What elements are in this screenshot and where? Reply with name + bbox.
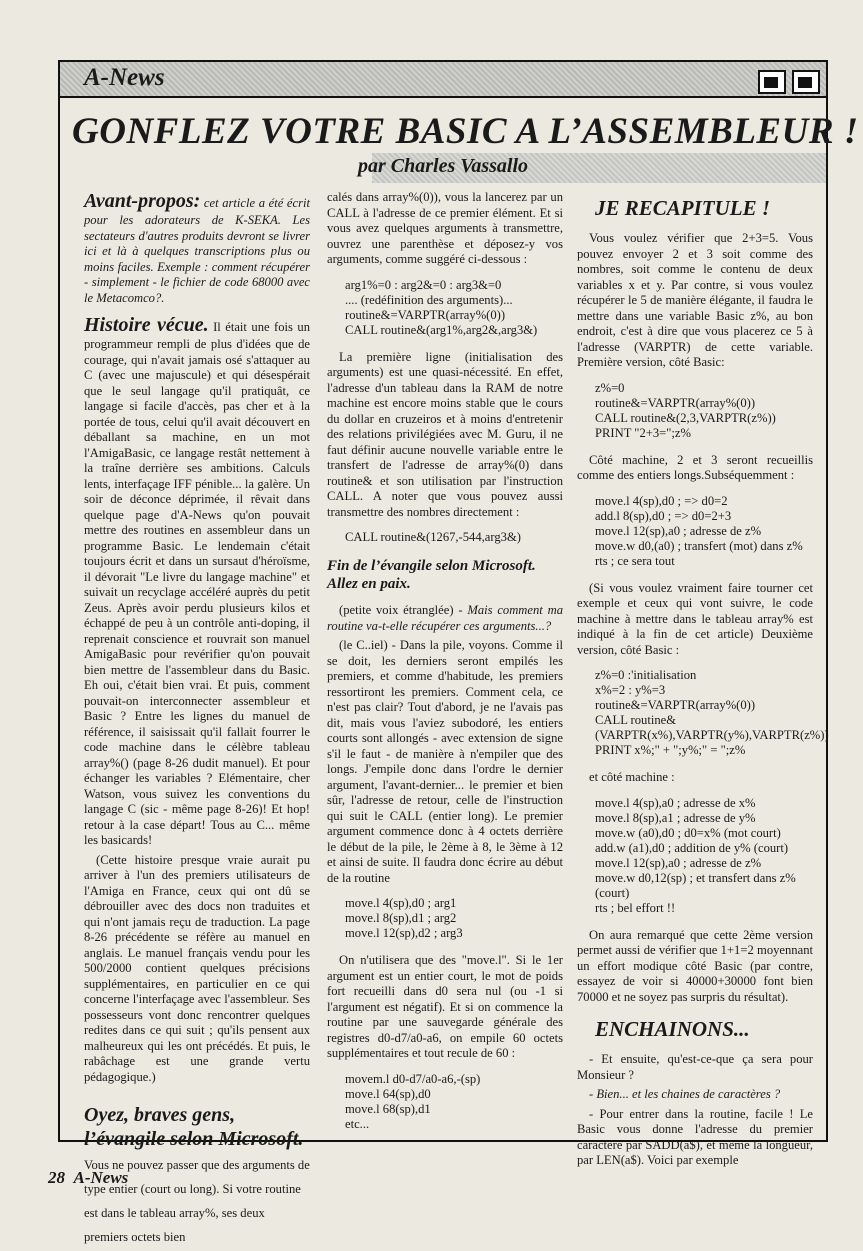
histoire-text: Il était une fois un programmeur rempli de plus d'idées que de courage, qui n'avait jamais osé s'attaquer au C (avec une majuscule) et qui désespérait que le seul langage qu'il pratiquât, ce langage si facile d'accès, pas cher et à la portée de tous, celui qu'il avait découvert en déballant sa machine, en un mot l'AmigaBasic, ce langage restât nettement à la traîne derrière ses ambitions. Calculs lents, interfaçage IFF pénible... la galère. Un soir de déconce déprimée, il rêvait dans quelque page d'A-News qu'on pouvait mettre des routines en assembleur dans un programme Basic. Le lendemain c'était toujours écrit et dans un sursaut d'héroïsme, il dévorait "Le livre du langage machine" et suivait un recyclage accéléré auprès du petit Zeus. Après avoir perdu plusieurs kilos et échappé de peu à un contrôle anti-doping, il reprenait conscience et rouvrait son manuel AmigaBasic pour revérifier qu'on pouvait bien mettre de l'assembleur dans du Basic. Eh oui, c'était bien vrai. Et puis, comment pouvait-on interconnecter assembleur et Basic ? Entre les lignes du manuel de référence, il saisissait qu'il fallait fourrer le code machine dans le célèbre tableau array%() (page 8-26 dudit manuel). Et pour échanger les variables ? Elémentaire, cher Watson, vous suivez les conventions du langage C (sic - même page 8-26)! Et hop! retour à la case départ! Tous au C... même les basicards! xyxy=(84,320,310,847)
code-line: PRINT "2+3=";z% xyxy=(595,425,691,440)
code-block-5 xyxy=(595,381,813,441)
code-line: .... (redéfinition des arguments)... xyxy=(345,292,513,307)
code-block-2 xyxy=(345,530,563,545)
code-line: move.l 4(sp),d0 ; => d0=2 xyxy=(595,493,728,508)
col3-paragraph-6: - Et ensuite, qu'est-ce-que ça sera pour Monsieur ? xyxy=(577,1052,813,1082)
code-line: rts ; bel effort !! xyxy=(595,900,676,915)
column-2 xyxy=(327,190,563,1144)
code-line: move.l 12(sp),a0 ; adresse de z% xyxy=(595,523,762,538)
code-line: routine&=VARPTR(array%(0)) xyxy=(345,307,506,322)
code-block-7 xyxy=(595,668,829,758)
code-line: routine&=VARPTR(array%(0)) xyxy=(595,698,756,712)
col2-paragraph-3 xyxy=(327,603,563,634)
code-line: move.l 4(sp),d0 ; arg1 xyxy=(345,896,457,910)
code-line: move.l 8(sp),d1 ; arg2 xyxy=(345,911,457,925)
column-1 xyxy=(84,190,310,1251)
code-line: PRINT x%;" + ";y%;" = ";z% xyxy=(595,743,746,757)
col2-paragraph-1: calés dans array%(0)), vous la lancerez par un CALL à l'adresse de ce premier élément. Et si vous avez quelques arguments à transmettre, ouvrez une parenthèse et déposez-y vos arguments, comme suggéré ci-dessous : xyxy=(327,190,563,266)
histoire-heading: Histoire vécue. xyxy=(84,314,209,336)
avant-propos-text: cet article a été écrit pour les adorateurs de K-SEKA. Les sectateurs d'autres produits devront se livrer ici et là à quelques transcriptions plus ou moins faciles. Exemple : comment récupérer - simplement - le fichier de code 68000 avec le Metacomco?. xyxy=(84,196,310,305)
code-line: move.l 68(sp),d1 xyxy=(345,1101,431,1116)
code-line: routine&=VARPTR(array%(0)) xyxy=(595,395,756,410)
code-line: move.l 12(sp),d2 ; arg3 xyxy=(345,926,463,940)
col3-paragraph-3: (Si vous voulez vraiment faire tourner cet exemple et ceux qui vont suivre, le code machine à mettre dans le tableau array% est indiqué à la fin de cet article) Deuxième version, côté Basic : xyxy=(577,580,813,657)
col2-paragraph-2: La première ligne (initialisation des arguments) est une quasi-nécessité. En effet, l'adresse d'un tableau dans la RAM de notre machine est encore moins stable que le cours du dollar en cruzeiros et à moins d'entretenir des relations privilégiées avec M. Guru, il ne faut définir aucune nouvelle variable entre le transfert de l'adresse de array%(0) dans routine& et son utilisation par l'instruction CALL. A noter que vous pouvez aussi transmettre des nombres directement : xyxy=(327,349,563,519)
col2-paragraph-5: On n'utilisera que des "move.l". Si le 1er argument est un entier court, le mot de poids fort recueilli dans d0 sera nul (ou -1 si l'argument est négatif). Et si on commence la routine par une sauvegarde générale des registres d0-d7/a0-a6, on empile 60 octets supplémentaires et tout recule de 60 : xyxy=(327,953,563,1060)
col3-paragraph-4: et côté machine : xyxy=(589,770,675,784)
code-block-4 xyxy=(345,1072,563,1132)
col3-paragraph-8: - Pour entrer dans la routine, facile ! Le Basic vous donne l'adresse du premier caractère par SADD(a$), et même la longueur, par LEN(a$). Voici par exemple xyxy=(577,1106,813,1167)
article-byline: par Charles Vassallo xyxy=(358,155,529,177)
code-block-3 xyxy=(345,896,563,941)
column-3 xyxy=(577,190,829,1173)
col3-paragraph-5: On aura remarqué que cette 2ème version permet aussi de vérifier que 1+1=2 moyennant un effort modique côté Basic (par contre, essayez de voir si 40000+30000 font bien 70000 et ne soyez pas surpris du résultat). xyxy=(577,927,813,1004)
code-line: arg1%=0 : arg2&=0 : arg3&=0 xyxy=(345,277,502,292)
code-line: add.l 8(sp),d0 ; => d0=2+3 xyxy=(595,508,732,523)
code-line: etc... xyxy=(345,1116,370,1131)
code-block-8 xyxy=(595,796,813,916)
code-block-1 xyxy=(345,278,563,338)
col2-paragraph-4: (le C..iel) - Dans la pile, voyons. Comme il se doit, les derniers seront empilés les premiers, et comme d'habitude, les premiers ressortiront les premiers. Comment cela, ce n'est pas clair? Tout d'abord, je ne l'avais pas dit, mais vous l'aviez subodoré, les entiers courts sont allongés - avec extension de signe s'il le faut - de manière à n'empiler que des longs. J'empile donc dans l'ordre le dernier argument, l'avant-dernier... le premier et bien sûr, l'adresse de retour, celle de l'instruction qui suit le CALL (entier long). Le premier argument commence donc à 4 octets derrière le début de la pile, le 2ème à 8, le 3ème à 12 et ainsi de suite. Il faudra donc écrire au début de la routine xyxy=(327,638,563,885)
avant-propos-paragraph xyxy=(84,190,310,306)
code-line: CALL routine&(arg1%,arg2&,arg3&) xyxy=(345,322,538,337)
code-line: x%=2 : y%=3 xyxy=(595,683,666,697)
code-line: move.w d0,12(sp) ; et transfert dans z% (court) xyxy=(595,870,796,900)
code-line: move.l 4(sp),a0 ; adresse de x% xyxy=(595,795,756,810)
code-line: movem.l d0-d7/a0-a6,-(sp) xyxy=(345,1071,481,1086)
code-line: z%=0 xyxy=(595,380,625,395)
fin-evangile-heading: Fin de l’évangile selon Microsoft. Allez en paix. xyxy=(327,558,536,592)
header-band xyxy=(60,62,826,98)
question-text: Mais comment ma routine va-t-elle récupérer ces arguments...? xyxy=(327,603,563,633)
footer-publication: A-News xyxy=(73,1168,129,1187)
code-line: move.w (a0),d0 ; d0=x% (mot court) xyxy=(595,825,781,840)
code-line: move.l 64(sp),d0 xyxy=(345,1086,431,1101)
code-line: move.l 12(sp),a0 ; adresse de z% xyxy=(595,855,762,870)
logo-icon-right xyxy=(792,70,820,94)
col3-paragraph-1: Vous voulez vérifier que 2+3=5. Vous pouvez envoyer 2 et 3 soit comme des nombres, soit comme le contenu de deux variables x et y. Par contre, si vous voulez récupérer le 5 de manière élégante, il faudra le mettre dans une variable Basic z%, au bon endroit, c'est à dire que vous placerez ce 5 à l'adresse (VARPTR) de cette variable. Première version, côté Basic: xyxy=(577,231,813,369)
avant-propos-heading: Avant-propos: xyxy=(84,190,201,212)
code-line: add.w (a1),d0 ; addition de y% (court) xyxy=(595,840,789,855)
code-block-6 xyxy=(595,494,813,569)
article-title: GONFLEZ VOTRE BASIC A L’ASSEMBLEUR ! xyxy=(72,111,859,152)
histoire-paragraph xyxy=(84,314,310,849)
code-line: move.l 8(sp),a1 ; adresse de y% xyxy=(595,810,756,825)
page-footer xyxy=(48,1168,128,1188)
code-line: CALL routine&(1267,-544,arg3&) xyxy=(345,530,521,544)
histoire-paragraph-2: (Cette histoire presque vraie aurait pu arriver à l'un des premiers utilisateurs de l'Amiga en France, ceux qui ont dû se débrouiller avec des docs non traduites et qui n'ont jamais reçu de traduction. La page 8-26 précédente se réfère au manuel en anglais. Le manuel français vendu pour les 500/2000 contient quelques précisions supplémentaires, en particulier en ce qui concerne l'interfaçage avec l'assembleur. Ses possesseurs vont donc rencontrer quelques redites dans ce qui suit ; qu'ils pensent aux malheureux qui les ont précédés. Et puis, le rabâchage est une grande vertu pédagogique.) xyxy=(84,852,310,1084)
enchainons-heading: ENCHAINONS... xyxy=(595,1017,750,1041)
col3-paragraph-7: - Bien... et les chaines de caractères ? xyxy=(589,1087,781,1101)
page-number: 28 xyxy=(48,1168,65,1187)
code-line: move.w d0,(a0) ; transfert (mot) dans z% xyxy=(595,538,803,553)
logo-icon-left xyxy=(758,70,786,94)
oyez-text: Vous ne pouvez passer que des arguments de type entier (court ou long). Si votre routine est dans le tableau array%, ses deux premiers octets bien xyxy=(84,1158,310,1244)
code-line: CALL routine&(2,3,VARPTR(z%)) xyxy=(595,410,776,425)
code-line: CALL routine&(VARPTR(x%),VARPTR(y%),VARPTR(z%)) xyxy=(595,713,829,742)
col3-paragraph-2: Côté machine, 2 et 3 seront recueillis comme des entiers longs.Subséquemment : xyxy=(577,452,813,482)
voice-text: (petite voix étranglée) - xyxy=(339,603,468,617)
recapitule-heading: JE RECAPITULE ! xyxy=(595,196,771,220)
oyez-heading: Oyez, braves gens, l’évangile selon Microsoft. xyxy=(84,1104,304,1150)
header-title: A-News xyxy=(84,64,165,91)
code-line: rts ; ce sera tout xyxy=(595,553,675,568)
code-line: z%=0 :'initialisation xyxy=(595,668,697,682)
